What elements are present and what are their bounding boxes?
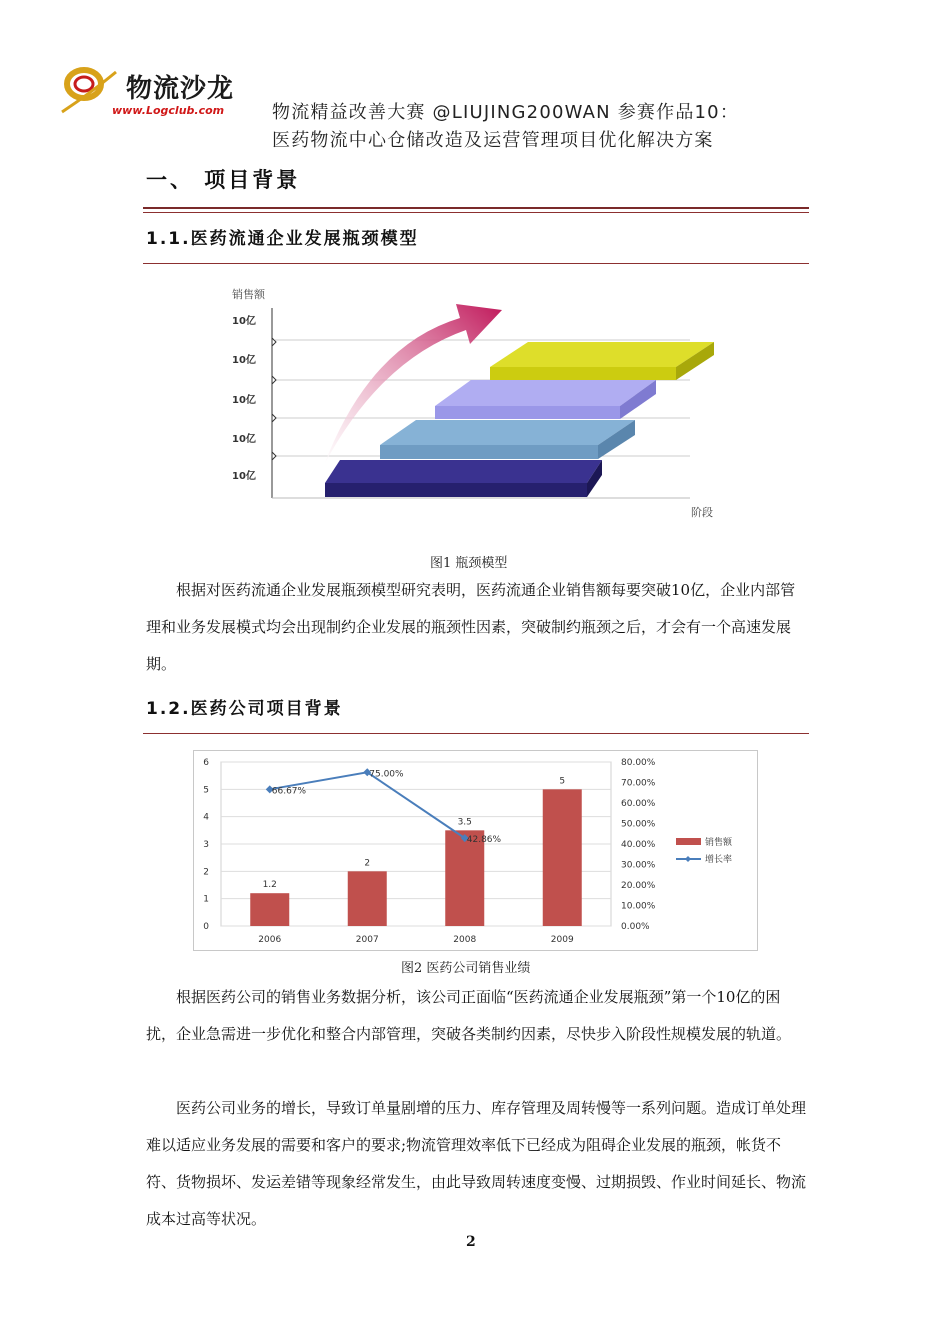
legend-label-sales: 销售额: [705, 838, 733, 848]
model-xlabel: 阶段: [691, 506, 713, 519]
legend-label-growth: 增长率: [705, 855, 733, 865]
subsection-divider-1: [143, 263, 809, 264]
model-step-1: [325, 460, 602, 497]
model-tick-label: 10亿: [232, 316, 256, 327]
subsection-divider-2: [143, 733, 809, 734]
bar-data-label: 3.5: [457, 817, 472, 828]
line-data-label: 75.00%: [369, 769, 404, 780]
y-tick-label: 0: [203, 922, 209, 932]
paragraph-3: [146, 1090, 810, 1238]
y2-tick-label: 0.00%: [621, 922, 650, 932]
y-tick-label: 5: [203, 785, 209, 796]
x-tick-label: 2007: [355, 935, 379, 945]
model-tick-label: 10亿: [232, 355, 256, 366]
y-tick-label: 3: [203, 840, 209, 850]
model-step-3: [435, 380, 656, 419]
paragraph-2: [146, 979, 810, 1053]
model-ylabel: 销售额: [232, 288, 265, 301]
figure-2-caption: 图2 医药公司销售业绩: [401, 961, 531, 976]
line-data-label: 66.67%: [271, 786, 307, 797]
paragraph-2-text: 根据医药公司的销售业务数据分析，该公司正面临“医药流通企业发展瓶颈”第一个10亿的困扰，企业急需进一步优化和整合内部管理，突破各类制约因素，尽快步入阶段性规模发展的轨道。: [146, 988, 792, 1043]
y2-tick-label: 60.00%: [621, 799, 656, 809]
header-line-1: 物流精益改善大赛 @LIUJING200WAN 参赛作品10：: [272, 102, 740, 123]
y-tick-label: 1: [203, 894, 209, 905]
y2-tick-label: 10.00%: [621, 901, 656, 912]
y2-tick-label: 50.00%: [621, 819, 656, 830]
x-tick-label: 2009: [550, 935, 574, 945]
sales-chart: [194, 751, 757, 950]
subsection-title-1: 1.1.医药流通企业发展瓶颈模型: [146, 229, 419, 249]
line-data-label: 42.86%: [466, 835, 502, 846]
paragraph-3-text: 医药公司业务的增长，导致订单量剧增的压力、库存管理及周转慢等一系列问题。造成订单处理难以适应业务发展的需要和客户的要求;物流管理效率低下已经成为阻碍企业发展的瓶颈，帐货不符、货物损坏、发运差错等现象经常发生，由此导致周转速度变慢、过期损毁、作业时间延长、物流成本过高等状况。: [146, 1099, 807, 1228]
model-tick-label: 10亿: [232, 395, 256, 406]
y2-tick-label: 80.00%: [621, 758, 656, 768]
y2-tick-label: 20.00%: [621, 881, 656, 891]
page-number: 2: [466, 1234, 476, 1250]
paragraph-1-text: 根据对医药流通企业发展瓶颈模型研究表明，医药流通企业销售额每要突破10亿，企业内部管理和业务发展模式均会出现制约企业发展的瓶颈性因素，突破制约瓶颈之后，才会有一个高速发展期。: [146, 581, 796, 673]
bar: [543, 789, 582, 926]
bar: [250, 893, 289, 926]
logo-text: 物流沙龙: [126, 74, 235, 104]
logo-url: www.Logclub.com: [112, 104, 225, 117]
y2-tick-label: 70.00%: [621, 778, 656, 789]
figure-1-caption: 图1 瓶颈模型: [430, 556, 508, 571]
y2-tick-label: 40.00%: [621, 840, 656, 850]
model-step-2: [380, 420, 635, 459]
bar: [348, 871, 387, 926]
bar-data-label: 1.2: [262, 880, 277, 891]
model-tick-label: 10亿: [232, 471, 256, 482]
bar-data-label: 5: [559, 776, 566, 787]
model-step-4: [490, 342, 714, 380]
paragraph-1: [146, 572, 810, 683]
growth-line: [270, 772, 465, 838]
model-tick-label: 10亿: [232, 434, 256, 445]
subsection-title-2: 1.2.医药公司项目背景: [146, 699, 343, 719]
y-tick-label: 2: [203, 867, 209, 878]
bottleneck-model-figure: [220, 280, 740, 530]
header-line-2: 医药物流中心仓储改造及运营管理项目优化解决方案: [272, 130, 714, 151]
bar-data-label: 2: [364, 858, 371, 869]
sales-chart-frame: [193, 750, 758, 951]
legend-marker-growth: [685, 856, 691, 862]
y-tick-label: 4: [203, 812, 209, 823]
legend-swatch-sales: [676, 838, 701, 845]
y2-tick-label: 30.00%: [621, 860, 656, 871]
x-tick-label: 2008: [453, 935, 477, 945]
y-tick-label: 6: [203, 758, 209, 768]
section-title: 一、 项目背景: [146, 168, 301, 192]
section-divider-thin: [143, 212, 809, 213]
section-divider: [143, 207, 809, 209]
x-tick-label: 2006: [258, 935, 282, 945]
